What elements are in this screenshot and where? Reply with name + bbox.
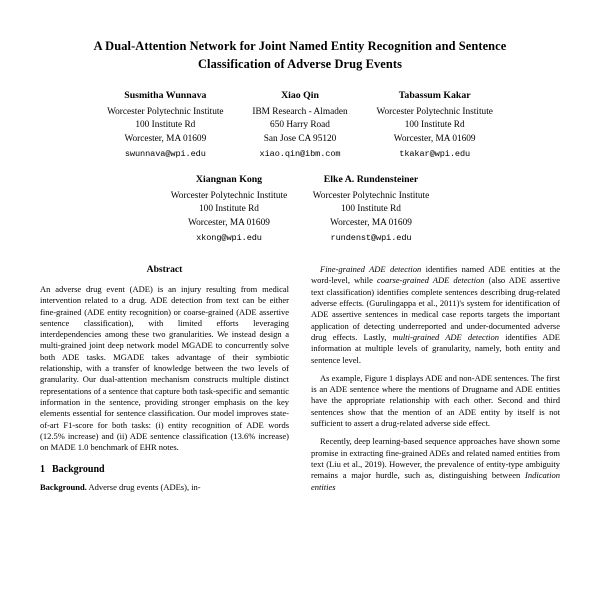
author-city: Worcester, MA 01609 [330,217,412,228]
author-city: Worcester, MA 01609 [188,217,270,228]
author-city: Worcester, MA 01609 [124,133,207,144]
page-title: A Dual-Attention Network for Joint Named Entity Recognition and Sentence Classification of Adverse Drug Events [93,39,507,71]
author-row-2 [62,173,538,244]
author-email: xkong@wpi.edu [196,232,262,243]
right-paragraph-1 [311,264,560,366]
author-block [158,173,300,244]
section-title: Background [52,464,105,476]
term-indication-entities: Indication entities [311,470,560,492]
abstract-text: An adverse drug event (ADE) is an injury resulting from medical intervention related to a drug. ADE detection from text can be either fine-grained (ADE entity recognition) or coarse-grained (ADE assertive sentence classification), with limited efforts leveraging interdependencies among these two granularities. We instead design a multi-grained joint deep network model MGADE to concurrently solve both ADE tasks. MGADE takes advantage of their symbiotic relationship, with a transfer of knowledge between the two levels of granularity. Our dual-attention mechanism constructs multiple distinct representations of a sentence that capture both task-specific and semantic information in the sentence, providing stronger emphasis on the key elements essential for sentence classification. Our model improves state-of-art F1-score for both tasks: (i) entity recognition of ADE words (12.5% increase) and (ii) ADE sentence classification (13.6% increase) on MADE 1.0 benchmark of EHR notes. [40,283,289,453]
term-fine-grained: Fine-grained ADE detection [320,264,422,275]
background-text: Adverse drug events (ADEs), in- [86,481,201,492]
author-name: Xiao Qin [281,90,319,102]
author-row-1 [62,89,538,160]
author-email: tkakar@wpi.edu [399,148,471,159]
para1-part-c: identifies ADE information at multiple levels of granularity, namely, both entity and sentence level. [311,331,560,365]
author-block [98,89,233,160]
author-email: rundenst@wpi.edu [330,232,412,243]
author-email: swunnava@wpi.edu [124,148,206,159]
author-address: 100 Institute Rd [135,120,196,131]
background-paragraph [40,482,289,493]
author-name: Tabassum Kakar [398,90,471,102]
para1-part-b: (also ADE assertive text classification) identifies complete sentences describing drug-related adverse effects. (Gurulingappa et al., 2011)'s system for identification of ADE assertive sentences in medical case reports targets the important application of detecting underreported and under-documented adverse drug effects. Lastly, [311,275,560,342]
term-coarse-grained: coarse-grained ADE detection [376,275,485,286]
author-name: Susmitha Wunnava [124,90,207,102]
author-affiliation: Worcester Polytechnic Institute [376,106,493,117]
right-paragraph-3 [311,436,560,492]
author-block [367,89,502,160]
author-address: 100 Institute Rd [199,204,259,215]
author-affiliation: Worcester Polytechnic Institute [170,190,288,201]
author-email: xiao.qin@ibm.com [259,148,341,159]
term-multi-grained: multi-grained ADE detection [392,331,500,342]
author-name: Elke A. Rundensteiner [323,174,419,186]
author-address: 650 Harry Road [270,120,330,131]
background-runin: Background. [40,481,87,492]
left-column [40,264,289,500]
section-number: 1 [40,464,45,476]
section-heading-background [40,463,289,476]
right-paragraph-2: As example, Figure 1 displays ADE and non-ADE sentences. The first is an ADE sentence where the mentions of Drugname and ADE entities have the appropriate relationship with each other. Second and third sentences show that the mention of an ADE entity by itself is not sufficient to assert a drug-related adverse side effect. [311,372,560,429]
author-affiliation: Worcester Polytechnic Institute [107,106,224,117]
author-block [300,173,442,244]
author-city: San Jose CA 95120 [263,133,337,144]
right-column [311,264,560,500]
author-affiliation: IBM Research - Almaden [252,106,348,117]
para3-part-a: Recently, deep learning-based sequence approaches have shown some promise in extracting fine-grained ADEs and related named entities from text (Liu et al., 2019). However, the prevalence of entity-type ambiguity remains a major hurdle, such as, distinguishing between [311,436,560,481]
author-address: 100 Institute Rd [341,204,401,215]
title-block [0,0,600,244]
author-block [233,89,368,160]
body-columns [0,264,600,500]
author-city: Worcester, MA 01609 [393,133,476,144]
abstract-heading: Abstract [146,264,183,276]
author-affiliation: Worcester Polytechnic Institute [312,190,430,201]
para1-part-a: identifies named ADE entities at the word-level, while [311,264,560,286]
author-address: 100 Institute Rd [404,120,465,131]
author-name: Xiangnan Kong [195,174,263,186]
